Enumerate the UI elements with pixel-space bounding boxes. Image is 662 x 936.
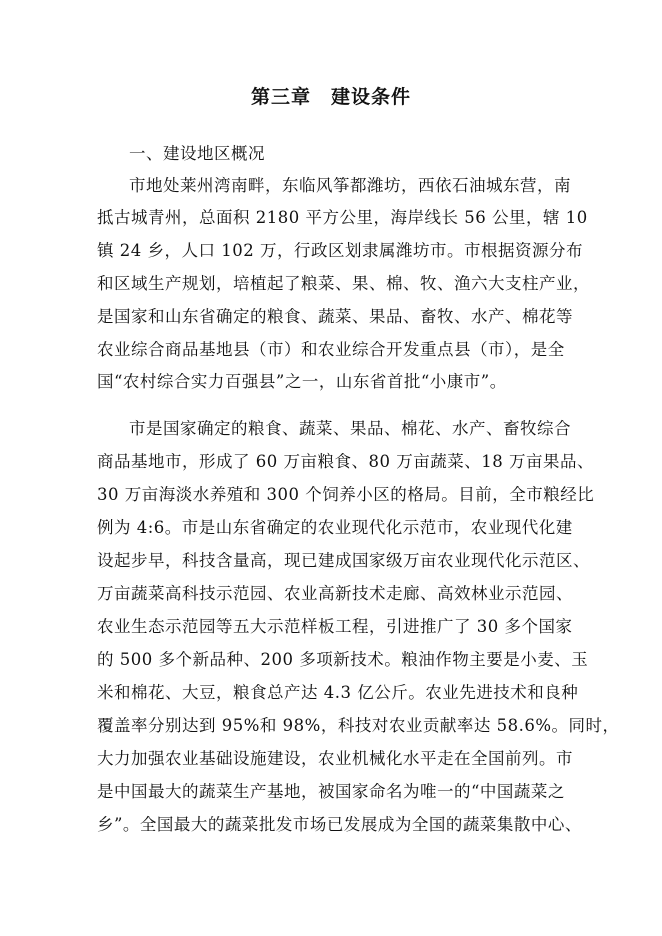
paragraph-line: 市是国家确定的粮食、蔬菜、果品、棉花、水产、畜牧综合	[129, 419, 571, 438]
paragraph-line: 市地处莱州湾南畔，东临风筝都潍坊，西依石油城东营，南	[129, 176, 571, 195]
paragraph-line: 设起步早，科技含量高，现已建成国家级万亩农业现代化示范区、	[97, 551, 590, 570]
paragraph-line: 例为 4:6。市是山东省确定的农业现代化示范市，农业现代化建	[97, 518, 573, 537]
paragraph-line: 乡”。全国最大的蔬菜批发市场已发展成为全国的蔬菜集散中心、	[97, 815, 582, 834]
section-heading: 一、建设地区概况	[129, 144, 265, 163]
chapter-title: 第三章 建设条件	[250, 86, 411, 108]
paragraph-line: 农业生态示范园等五大示范样板工程，引进推广了 30 多个国家	[97, 617, 573, 636]
paragraph-line: 抵古城青州，总面积 2180 平方公里，海岸线长 56 公里，辖 10	[97, 208, 588, 227]
paragraph-line: 和区域生产规划，培植起了粮菜、果、棉、牧、渔六大支柱产业，	[97, 274, 590, 293]
paragraph-line: 国“农村综合实力百强县”之一，山东省首批“小康市”。	[97, 372, 507, 391]
paragraph-line: 万亩蔬菜高科技示范园、农业高新技术走廊、高效林业示范园、	[97, 584, 573, 603]
paragraph-line: 大力加强农业基础设施建设，农业机械化水平走在全国前列。市	[97, 749, 573, 768]
paragraph-line: 的 500 多个新品种、200 多项新技术。粮油作物主要是小麦、玉	[97, 650, 589, 669]
paragraph-line: 是国家和山东省确定的粮食、蔬菜、果品、畜牧、水产、棉花等	[97, 307, 573, 326]
paragraph-line: 农业综合商品基地县（市）和农业综合开发重点县（市），是全	[97, 340, 565, 359]
paragraph-line: 商品基地市，形成了 60 万亩粮食、80 万亩蔬菜、18 万亩果品、	[97, 452, 594, 471]
paragraph-line: 覆盖率分别达到 95%和 98%，科技对农业贡献率达 58.6%。同时，	[97, 716, 620, 735]
paragraph-line: 米和棉花、大豆，粮食总产达 4.3 亿公斤。农业先进技术和良种	[97, 683, 579, 702]
paragraph-line: 镇 24 乡，人口 102 万，行政区划隶属潍坊市。市根据资源分布	[97, 241, 583, 260]
paragraph-line: 是中国最大的蔬菜生产基地，被国家命名为唯一的“中国蔬菜之	[97, 782, 565, 801]
paragraph-line: 30 万亩海淡水养殖和 300 个饲养小区的格局。目前，全市粮经比	[97, 485, 595, 504]
